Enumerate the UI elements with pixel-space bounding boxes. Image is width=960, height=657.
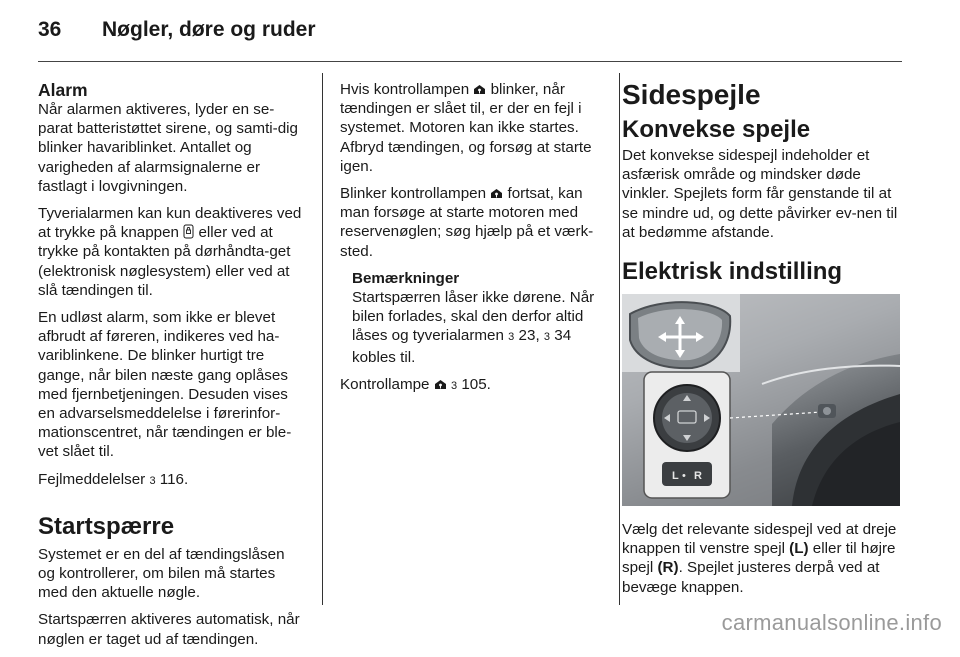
text-run: . — [486, 375, 491, 393]
text-run: Startspærren låser ikke dørene. Når bilen forlades, skal den derfor altid låses og tyverialarmen — [352, 289, 595, 345]
left-mirror-label: L — [672, 470, 679, 483]
text-run: kobles til. — [352, 348, 416, 366]
page-reference-link[interactable]: 23 — [518, 327, 536, 345]
convex-mirrors-paragraph: Det konvekse sidespejl indeholder et asfærisk område og mindsker døde vinkler. Spejlets form får genstande til at se mindre ud, og dette påvirker ev-nen til at bedømme afstande. — [622, 147, 898, 241]
mirror-control-illustration — [622, 294, 900, 506]
page-title: Nøgler, døre og ruder — [102, 18, 316, 41]
immobiliser-paragraph-1: Systemet er en del af tændingslåsen og kontrollerer, om bilen må startes med den aktuelle nøgle. — [38, 545, 285, 602]
text-run: Tyverialarmen kan kun deaktiveres ved at trykke på knappen — [38, 205, 302, 242]
header-rule — [38, 61, 902, 62]
text-run: . — [184, 470, 189, 488]
immobiliser-heading: Startspærre — [38, 512, 175, 540]
text-run: blinker, når tændingen er slået til, er der en fejl i systemet. Motoren kan ikke startes. Afbryd tændingen, og forsøg at starte igen. — [340, 81, 592, 175]
warning-lamp-reference — [340, 375, 606, 396]
text-run: fortsat, kan man forsøge at starte motoren med reservenøglen; søg hjælp på et værk-sted. — [340, 185, 594, 260]
column-1 — [38, 80, 304, 657]
left-mirror-code: (L) — [789, 540, 809, 558]
text-run: Fejlmeddelelser — [38, 470, 150, 488]
immobiliser-warning-lamp-icon — [490, 188, 503, 199]
reference-arrow-icon: 3 — [149, 474, 156, 487]
column-3 — [622, 80, 904, 605]
key-fob-lock-icon — [183, 224, 194, 239]
electric-adjustment-paragraph — [622, 520, 904, 597]
page-number: 36 — [38, 18, 62, 41]
alarm-paragraph-2 — [38, 204, 304, 300]
alarm-heading: Alarm — [38, 80, 88, 100]
text-run: eller ved at trykke på kontakten på dørhåndta-get (elektronisk nøglesystem) eller ved at slå tændingen til. — [38, 224, 291, 299]
convex-mirrors-heading: Konvekse spejle — [622, 116, 811, 143]
reference-arrow-icon: 3 — [450, 379, 458, 392]
text-run: Blinker kontrollampen — [340, 185, 491, 203]
alarm-paragraph-1: Når alarmen aktiveres, lyder en se-parat batteristøttet sirene, og samti-dig blinker havariblinket. Antallet og varigheden af alarmsignalerne er fastlagt i lovgivningen. — [38, 101, 298, 195]
immobiliser-warning-lamp-icon — [434, 379, 447, 390]
watermark: carmanualsonline.info — [721, 610, 942, 635]
alarm-paragraph-3: En udløst alarm, som ikke er blevet afbrudt af føreren, indikeres ved ha-variblinkene. De blinker hurtigt tre gange, når bilen næste gang oplåses med fjernbetjeningen. Desuden vises en advarselsmeddelelse i førerinfor-mationscentret, når tændingen er ble-vet slået til. — [38, 309, 292, 461]
right-mirror-label: R — [694, 470, 702, 483]
text-run: eller til højre spejl — [622, 540, 896, 577]
page-header — [38, 18, 316, 52]
electric-adjustment-heading: Elektrisk indstilling — [622, 258, 843, 286]
mirrors-heading: Sidespejle — [622, 79, 761, 110]
immobiliser-paragraph-3 — [340, 80, 606, 176]
immobiliser-warning-lamp-icon — [473, 84, 486, 95]
alarm-paragraph-4 — [38, 470, 304, 491]
text-run: Kontrollampe — [340, 375, 434, 393]
note-text — [352, 288, 606, 367]
immobiliser-paragraph-4 — [340, 184, 606, 261]
text-run: Vælg det relevante sidespejl ved at dreje knappen til venstre spejl — [622, 521, 897, 558]
reference-arrow-icon: 3 — [543, 331, 551, 344]
page-reference-link[interactable]: 116 — [159, 470, 185, 488]
right-mirror-code: (R) — [657, 559, 679, 577]
column-divider-1 — [322, 73, 323, 605]
column-2 — [340, 80, 606, 404]
page-reference-link[interactable]: 105 — [461, 375, 487, 393]
selector-dot: • — [682, 470, 686, 483]
text-run: Hvis kontrollampen — [340, 81, 474, 98]
immobiliser-paragraph-2: Startspærren aktiveres automatisk, når nøglen er taget ud af tændingen. — [38, 611, 300, 648]
column-divider-2 — [619, 73, 620, 605]
page-reference-link[interactable]: 34 — [554, 327, 572, 345]
note-title: Bemærkninger — [352, 269, 460, 287]
text-run: . Spejlet justeres derpå ved at bevæge knappen. — [622, 559, 880, 596]
mirror-control-photo — [622, 294, 900, 506]
note-block — [340, 269, 606, 367]
text-run: , — [535, 327, 544, 345]
reference-arrow-icon: 3 — [508, 331, 515, 344]
